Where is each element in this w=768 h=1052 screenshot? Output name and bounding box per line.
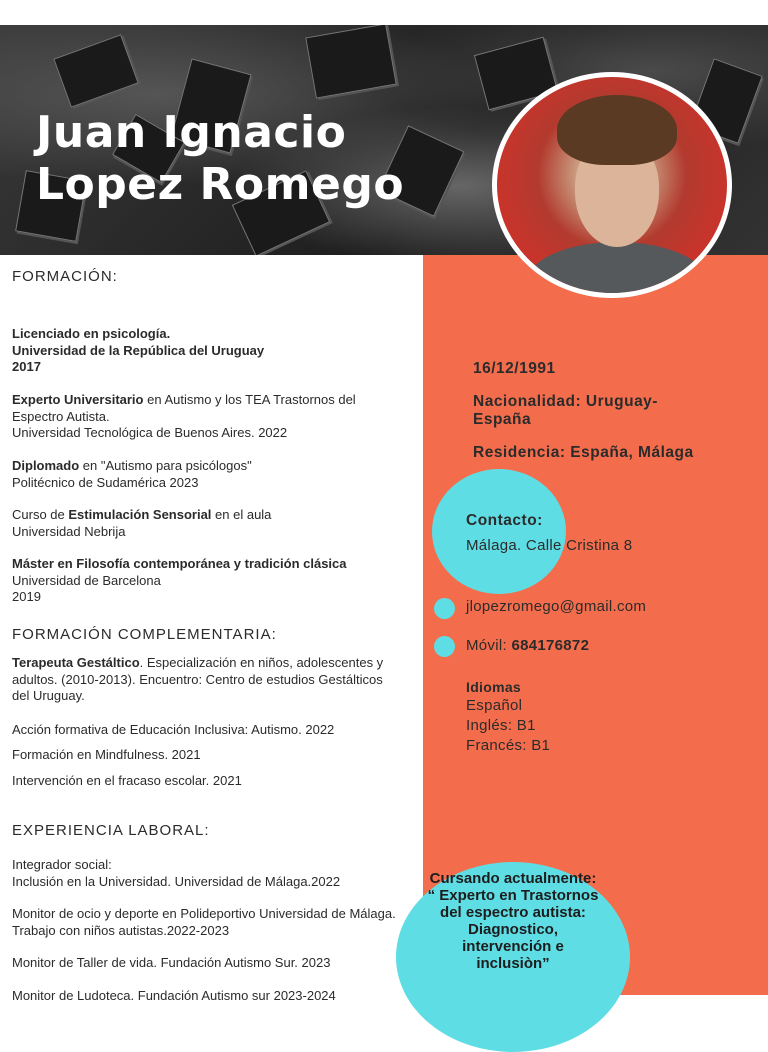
nacionalidad: Nacionalidad: Uruguay-España (473, 393, 658, 428)
entry-bold: Experto Universitario (12, 392, 144, 407)
residencia: Residencia: España, Málaga (473, 444, 694, 461)
entry-text: Curso de (12, 507, 69, 522)
experiencia-entry: Monitor de Ludoteca. Fundación Autismo sur 2023-2024 (12, 988, 336, 1003)
profile-photo (492, 72, 732, 298)
complementaria-item: Acción formativa de Educación Inclusiva: Autismo. 2022 (12, 722, 335, 737)
experiencia-entry: Monitor de ocio y deporte en Polideportivo Universidad de Málaga. Trabajo con niños autistas.2022-2023 (12, 906, 396, 938)
name-line-2: Lopez Romego (36, 159, 405, 210)
contacto-title: Contacto: (466, 512, 543, 529)
formacion-entry (12, 392, 402, 442)
experiencia-entry (12, 857, 402, 890)
book-decoration (305, 25, 397, 99)
experiencia-title: EXPERIENCIA LABORAL: (12, 822, 210, 839)
photo-hoodie (527, 242, 707, 298)
contacto-address: Málaga. Calle Cristina 8 (466, 537, 633, 554)
entry-text: en "Autismo para psicólogos" (79, 458, 252, 473)
contacto-circle (432, 469, 566, 594)
entry-text: . Especialización en niños, adolescentes y adultos. (2010-2013). Encuentro: Centro de estudios Gestálticos del Uruguay. (12, 655, 384, 703)
complementaria-item: Intervención en el fracaso escolar. 2021 (12, 773, 242, 788)
entry-line: Politécnico de Sudamérica 2023 (12, 474, 199, 490)
book-decoration (53, 34, 138, 107)
cursando-text: Cursando actualmente: “ Experto en Trastornos del espectro autista: Diagnostico, intervención e inclusiòn” (427, 870, 599, 972)
entry-line: Universidad Tecnológica de Buenos Aires. 2022 (12, 425, 288, 440)
photo-hair (557, 95, 677, 165)
entry-line: Universidad Nebrija (12, 523, 126, 539)
entry-text: en Autismo y los TEA Trastornos del Espectro Autista. (12, 392, 356, 424)
formacion-entry (12, 326, 402, 376)
complementaria-item: Formación en Mindfulness. 2021 (12, 747, 201, 762)
entry-bold: Terapeuta Gestáltico (12, 655, 140, 670)
formacion-entry (12, 507, 402, 540)
entry-line: 2017 (12, 359, 41, 374)
entry-text: en el aula (211, 507, 272, 522)
contacto-movil (466, 636, 589, 656)
entry-line: 2019 (12, 589, 41, 604)
formacion-entry (12, 458, 402, 491)
entry-bold: Estimulación Sensorial (68, 507, 212, 522)
contacto-email[interactable]: jlopezromego@gmail.com (466, 598, 647, 615)
formacion-title: FORMACIÓN: (12, 268, 118, 285)
complementaria-title: FORMACIÓN COMPLEMENTARIA: (12, 626, 277, 643)
idiomas-title: Idiomas (466, 679, 522, 695)
entry-bold: Máster en Filosofía contemporánea y tradición clásica (12, 556, 347, 571)
idioma-item: Español (466, 697, 523, 714)
movil-label: Móvil: (466, 637, 512, 654)
idioma-item: Inglés: B1 (466, 717, 536, 734)
entry-line: Integrador social: (12, 857, 112, 872)
terapeuta-entry (12, 655, 402, 705)
birthdate: 16/12/1991 (473, 360, 556, 377)
entry-line: Universidad de Barcelona (12, 572, 161, 588)
idioma-item: Francés: B1 (466, 737, 551, 754)
formacion-entry (12, 556, 402, 606)
entry-line: Inclusión en la Universidad. Universidad de Málaga.2022 (12, 873, 341, 889)
entry-line: Licenciado en psicología. (12, 326, 171, 341)
phone-bullet-icon (434, 636, 455, 657)
entry-line: Universidad de la República del Uruguay (12, 342, 265, 358)
person-name (36, 107, 404, 211)
entry-bold: Diplomado (12, 458, 80, 473)
movil-number[interactable]: 684176872 (511, 637, 590, 654)
email-bullet-icon (434, 598, 455, 619)
experiencia-entry: Monitor de Taller de vida. Fundación Autismo Sur. 2023 (12, 955, 331, 970)
name-line-1: Juan Ignacio (36, 107, 347, 158)
